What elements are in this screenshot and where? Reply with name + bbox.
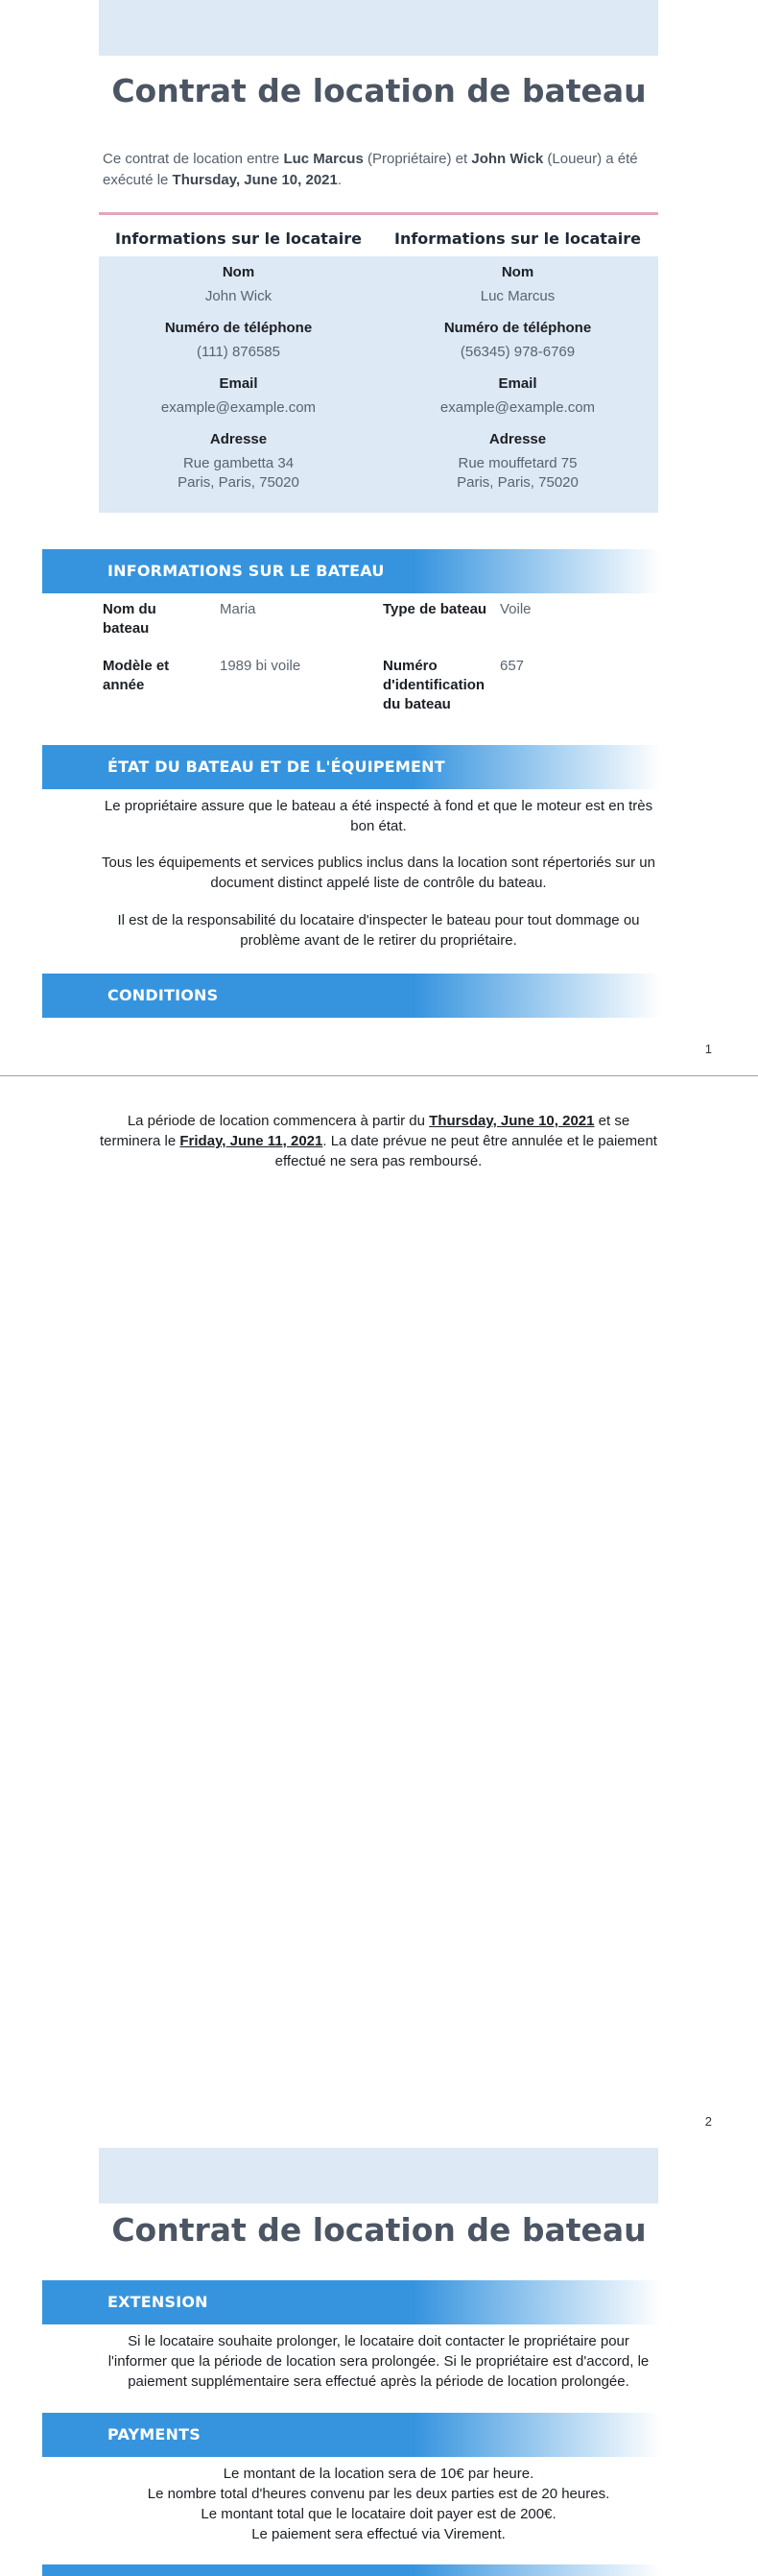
rental-text: . La date prévue ne peut être annulée et le paiement effectué ne sera pas remboursé. [274, 1133, 657, 1169]
rental-start-date: Thursday, June 10, 2021 [429, 1113, 595, 1129]
extension-paragraph: Si le locataire souhaite prolonger, le locataire doit contacter le propriétaire pour l'informer que la période de location sera prolongée. Si le propriétaire est d'accord, le paiement supplémentaire sera effectué après la période de location prolongée. [107, 2333, 650, 2390]
section-heading-boat: INFORMATIONS SUR LE BATEAU [107, 562, 385, 580]
section-band-condition [42, 745, 661, 789]
phone-value: (56345) 978-6769 [460, 344, 576, 360]
rental-end-date: Friday, June 11, 2021 [179, 1133, 323, 1149]
email-value: example@example.com [160, 399, 317, 416]
header-banner [99, 2148, 658, 2203]
header-banner [99, 0, 658, 56]
address-line-1: Rue gambetta 34 [182, 455, 295, 471]
section-band-conditions [42, 974, 661, 1018]
party-owner [378, 229, 657, 493]
page-title: Contrat de location de bateau [111, 2211, 647, 2249]
renter-name: John Wick [471, 151, 544, 167]
condition-paragraph-3: Il est de la responsabilité du locataire d'inspecter le bateau pour tout dommage ou problème avant de le retirer du propriétaire. [117, 912, 640, 949]
address-label: Adresse [209, 431, 268, 447]
boat-type-label: Type de bateau [383, 601, 487, 617]
payments-line: Le paiement sera effectué via Virement. [251, 2526, 506, 2542]
intro-text: (Propriétaire) et [363, 151, 472, 167]
phone-label: Numéro de téléphone [443, 320, 592, 336]
rental-text: La période de location commencera à partir du [127, 1113, 430, 1129]
section-heading-payments: PAYMENTS [107, 2425, 201, 2444]
divider [99, 212, 658, 215]
email-label: Email [498, 375, 537, 392]
owner-name: Luc Marcus [283, 151, 364, 167]
boat-id-label: Numéro d'identification du bateau [383, 658, 486, 712]
contract-date: Thursday, June 10, 2021 [172, 172, 338, 188]
name-value: Luc Marcus [480, 288, 556, 304]
section-heading-conditions: CONDITIONS [107, 986, 219, 1004]
payments-line: Le nombre total d'heures convenu par les deux parties est de 20 heures. [147, 2486, 610, 2502]
email-value: example@example.com [439, 399, 596, 416]
address-label: Adresse [488, 431, 547, 447]
address-line-1: Rue mouffetard 75 [458, 455, 578, 471]
address-line-2: Paris, Paris, 75020 [457, 474, 579, 491]
intro-text: . [337, 172, 343, 188]
section-band-boat [42, 549, 661, 593]
name-label: Nom [501, 264, 534, 280]
payments-block [99, 2464, 658, 2544]
boat-id-value: 657 [500, 658, 525, 674]
page-number: 2 [704, 2114, 712, 2129]
section-heading-extension: EXTENSION [107, 2293, 208, 2311]
section-band-next [42, 2564, 661, 2576]
phone-label: Numéro de téléphone [164, 320, 313, 336]
boat-model-label: Modèle et année [103, 658, 170, 693]
name-value: John Wick [204, 288, 272, 304]
boat-name-value: Maria [220, 601, 256, 617]
section-band-payments [42, 2413, 661, 2457]
party-renter [99, 229, 378, 493]
payments-line: Le montant de la location sera de 10€ par heure. [223, 2466, 534, 2482]
section-band-extension [42, 2280, 661, 2324]
boat-type-value: Voile [500, 601, 532, 617]
condition-paragraph-2: Tous les équipements et services publics inclus dans la location sont répertoriés sur un document distinct appelé liste de contrôle du bateau. [102, 855, 655, 891]
address-line-2: Paris, Paris, 75020 [178, 474, 299, 491]
boat-name-label: Nom du bateau [103, 601, 156, 637]
contract-intro [103, 149, 654, 191]
boat-model-value: 1989 bi voile [220, 658, 301, 674]
party-heading: Informations sur le locataire [115, 229, 362, 248]
intro-text: Ce contrat de location entre [103, 151, 284, 167]
page-title: Contrat de location de bateau [111, 72, 647, 109]
name-label: Nom [222, 264, 255, 280]
email-label: Email [219, 375, 258, 392]
page-number: 1 [704, 1042, 712, 1056]
rental-period-paragraph [99, 1111, 658, 1171]
section-heading-condition: ÉTAT DU BATEAU ET DE L'ÉQUIPEMENT [107, 758, 445, 776]
page-break [0, 1075, 758, 1076]
phone-value: (111) 876585 [196, 344, 280, 360]
party-heading: Informations sur le locataire [394, 229, 641, 248]
intro-text: (Loueur) a été exécuté le [103, 151, 638, 188]
payments-line: Le montant total que le locataire doit payer est de 200€. [201, 2506, 557, 2522]
rental-text: et se terminera le [100, 1113, 630, 1149]
condition-paragraph-1: Le propriétaire assure que le bateau a été inspecté à fond et que le moteur est en très bon état. [104, 798, 653, 834]
